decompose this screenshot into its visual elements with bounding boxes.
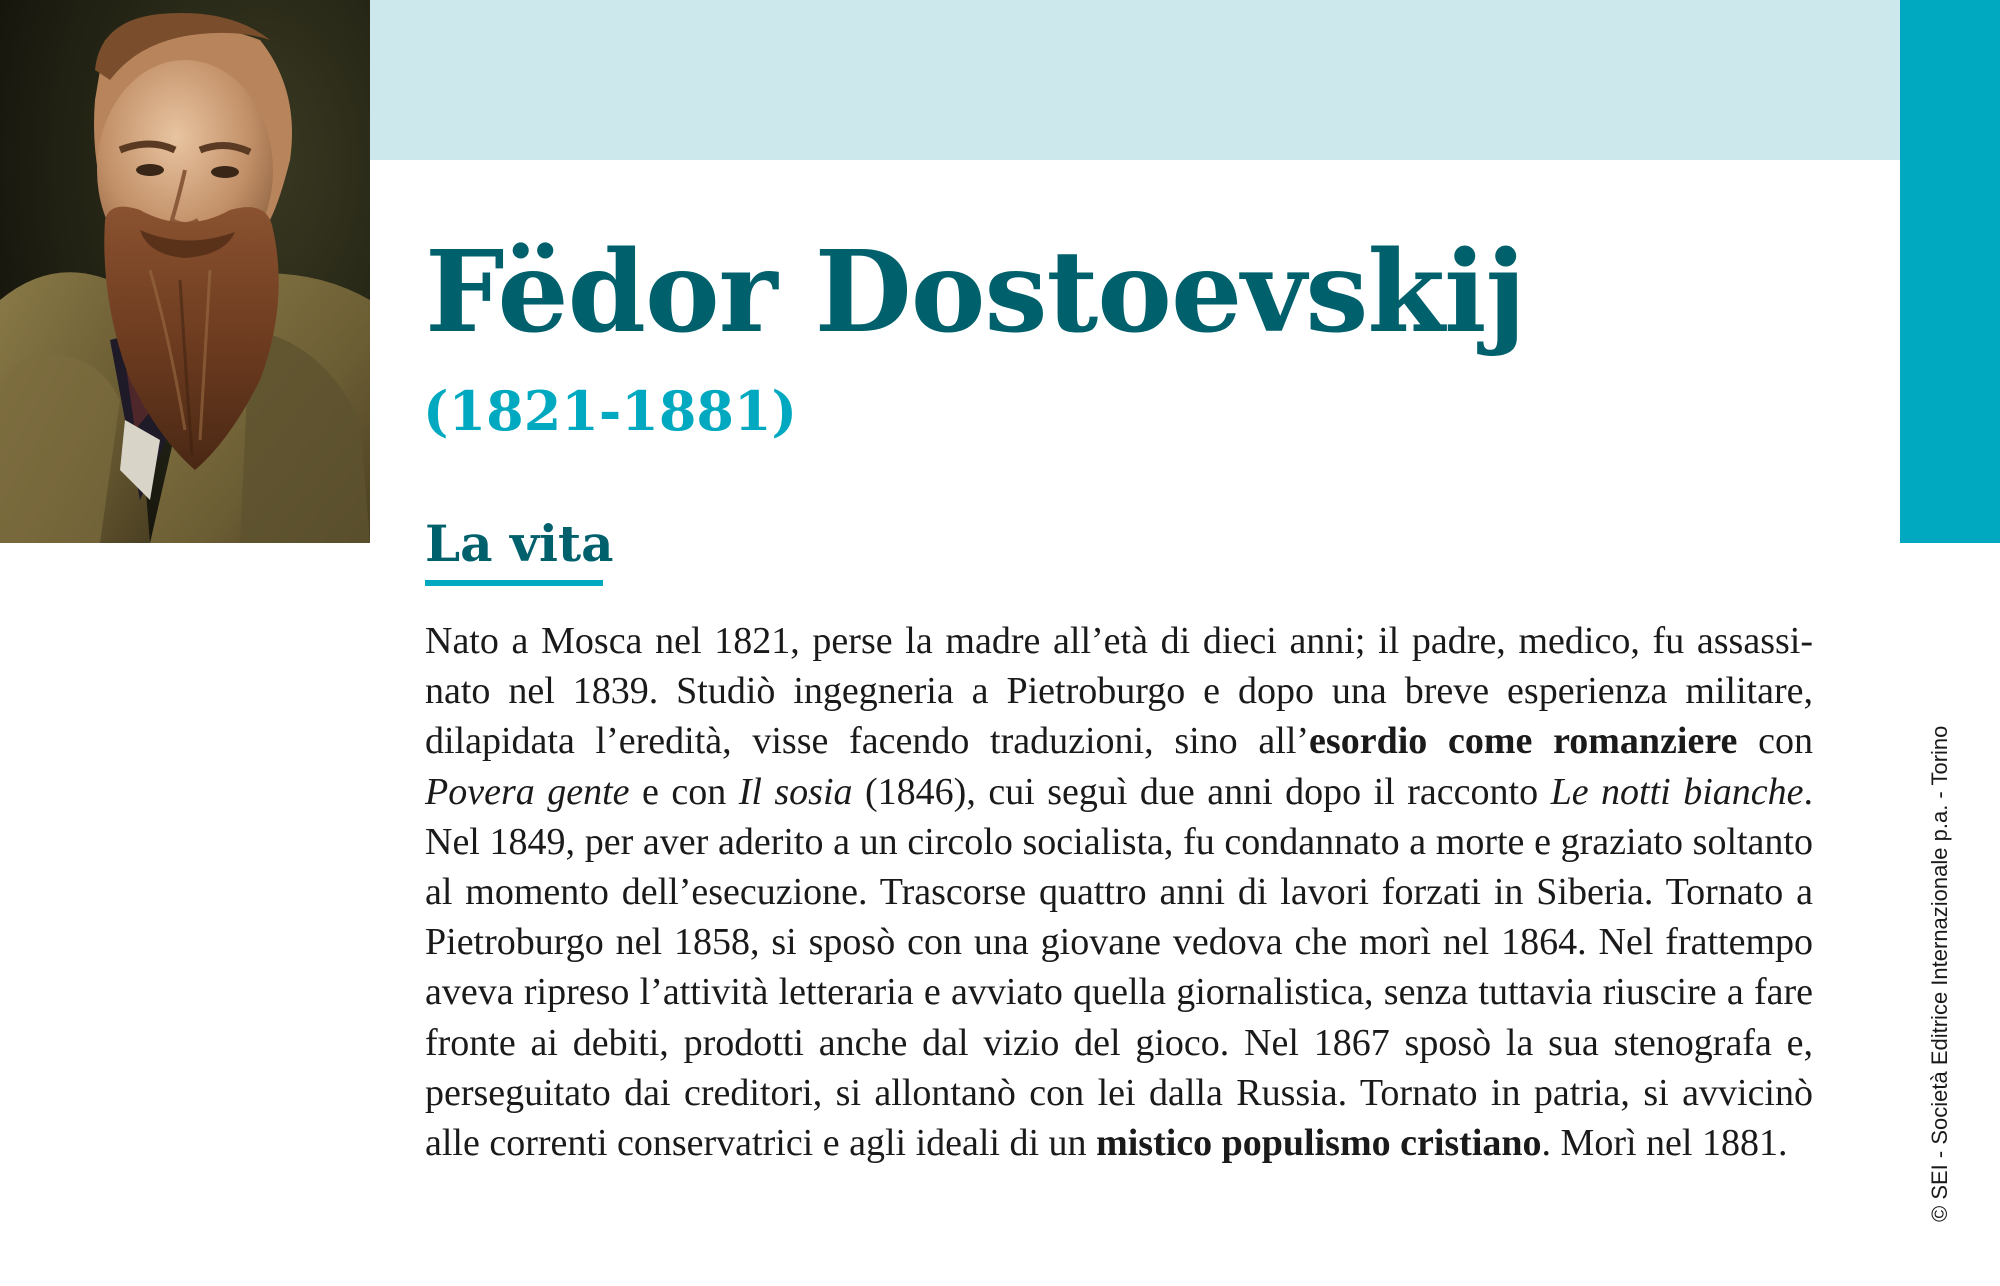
copyright-notice: © SEI - Società Editrice Internazionale p.a. - Torino <box>1927 725 1952 1222</box>
text-segment: (1846), cui seguì due anni dopo il racconto <box>852 770 1551 813</box>
text-segment: . Morì nel 1881. <box>1541 1122 1788 1165</box>
life-dates: (1821-1881) <box>423 379 798 443</box>
bold-phrase: esordio come romanziere <box>1309 720 1738 763</box>
header-band <box>370 0 1900 160</box>
bold-phrase: mistico populismo cristiano <box>1096 1122 1542 1165</box>
text-segment: con <box>1737 720 1813 763</box>
biography-paragraph <box>425 616 1813 1168</box>
page-title: Fëdor Dostoevskij <box>425 227 1526 358</box>
text-segment: e con <box>629 770 739 813</box>
work-title: Le notti bianche <box>1550 770 1804 813</box>
work-title: Povera gente <box>425 770 630 813</box>
section-heading: La vita <box>425 514 614 573</box>
author-portrait <box>0 0 370 543</box>
work-title: Il sosia <box>738 770 853 813</box>
section-underline <box>425 580 603 586</box>
text-segment: Nato a Mosca nel 1821, perse la madre all’età di dieci anni; il padre, medico, fu assassinato nel 1839. Studiò ingegneria a Pietroburgo e dopo una breve esperienza militare, dilapidata l’eredità, visse facendo traduzioni, sino all’ <box>425 620 1813 763</box>
side-accent-strip <box>1900 0 2000 543</box>
text-segment: . Nel 1849, per aver aderito a un circolo socialista, fu condannato a morte e graziato soltanto al momento dell’esecuzione. Trascorse quattro anni di lavori forzati in Siberia. Tornato a Pietroburgo nel 1858, si sposò con una giovane vedova che morì nel 1864. Nel frattempo aveva ripreso l’attività letteraria e avviato quella giornalistica, senza tuttavia riuscire a fare fronte ai debiti, prodotti anche dal vizio del gioco. Nel 1867 sposò la sua stenografa e, perseguitato dai creditori, si allontanò con lei dalla Russia. Tornato in patria, si avvicinò alle correnti conservatrici e agli ideali di un <box>425 770 1813 1165</box>
